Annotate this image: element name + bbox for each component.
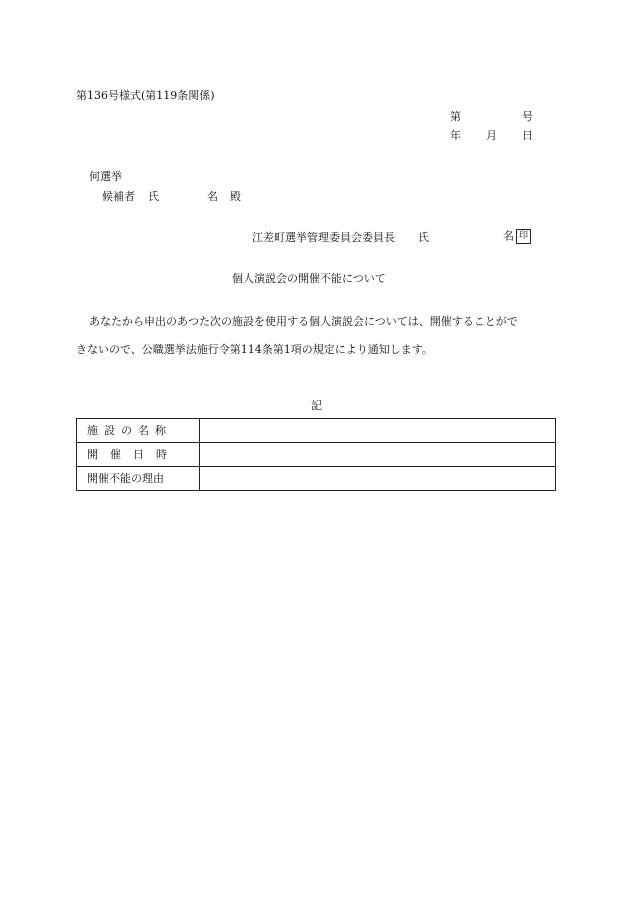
sender-name-suffix-text: 名 xyxy=(503,229,514,243)
table-row xyxy=(77,467,556,491)
number-prefix: 第 xyxy=(450,110,461,123)
facility-name-label: 施設の名称 xyxy=(77,419,200,443)
table-row xyxy=(77,443,556,467)
number-suffix: 号 xyxy=(522,110,533,123)
body-line-1: あなたから申出のあつた次の施設を使用する個人演説会については、開催することがで xyxy=(89,315,518,328)
sender-title: 江差町選挙管理委員会委員長 xyxy=(252,231,395,244)
document-subject: 個人演説会の開催不能について xyxy=(232,272,386,285)
body-line-2: きないので、公職選挙法施行令第114条第1項の規定により通知します。 xyxy=(76,343,433,356)
details-table xyxy=(76,418,556,491)
sender-name-prefix: 氏 xyxy=(418,231,429,244)
date-year: 年 xyxy=(450,129,461,142)
facility-name-value xyxy=(200,419,556,443)
note-heading: 記 xyxy=(311,399,322,412)
election-name: 何選挙 xyxy=(89,170,122,183)
reason-label: 開催不能の理由 xyxy=(77,467,200,491)
addressee-honorific: 殿 xyxy=(230,190,241,203)
form-identifier: 第136号様式(第119条関係) xyxy=(76,89,215,102)
seal-mark: 印 xyxy=(516,229,531,244)
addressee-name-suffix: 名 xyxy=(207,190,218,203)
datetime-value xyxy=(200,443,556,467)
date-day: 日 xyxy=(522,129,533,142)
date-month: 月 xyxy=(486,129,497,142)
reason-value xyxy=(200,467,556,491)
addressee-name-prefix: 氏 xyxy=(148,190,159,203)
addressee-role: 候補者 xyxy=(102,190,135,203)
table-row xyxy=(77,419,556,443)
sender-name-suffix xyxy=(503,229,531,244)
datetime-label: 開催日時 xyxy=(77,443,200,467)
